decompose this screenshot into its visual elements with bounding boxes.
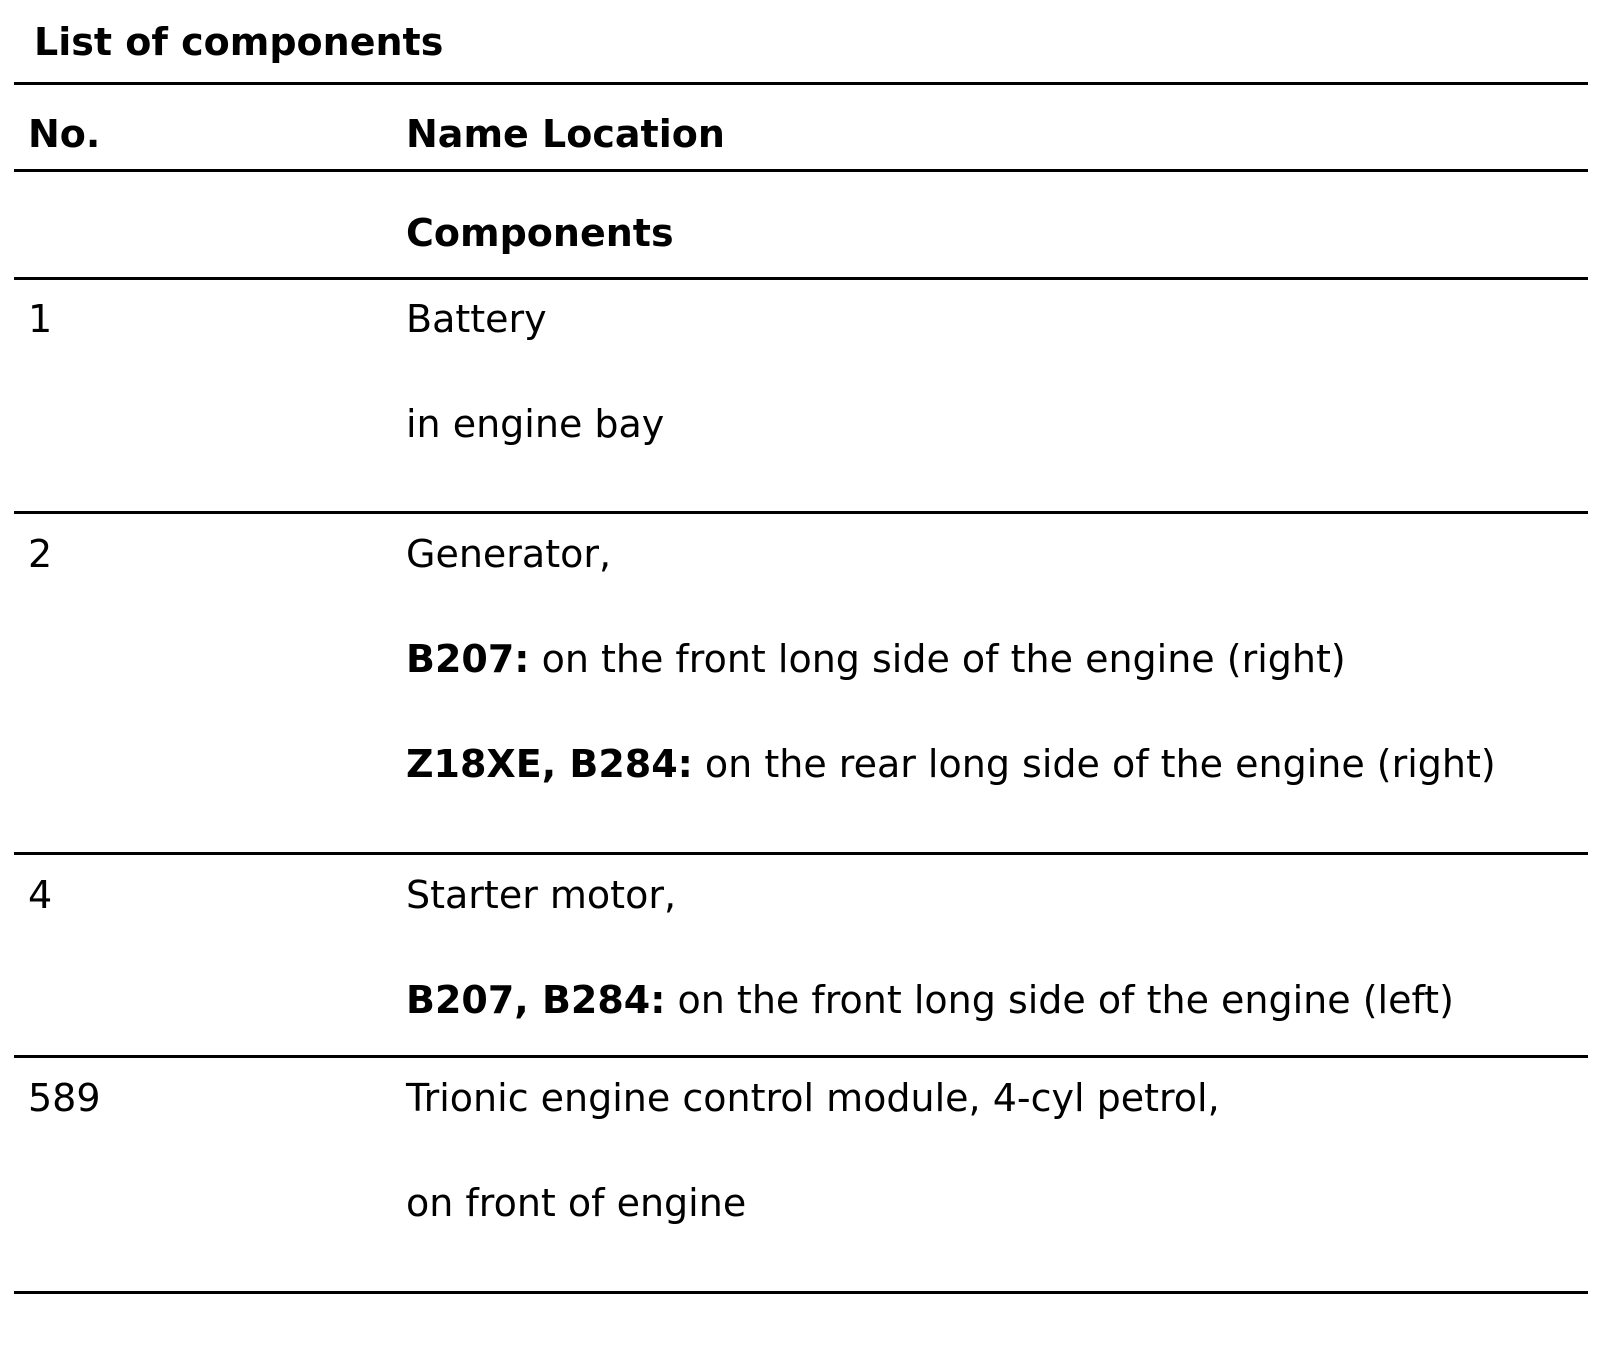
component-name: Trionic engine control module, 4-cyl petrol, (406, 1076, 1220, 1120)
engine-variant-label: B207: (406, 637, 530, 681)
row-number: 589 (28, 1076, 101, 1120)
row-divider (14, 852, 1588, 855)
row-number: 2 (28, 532, 53, 576)
component-location (406, 634, 1346, 684)
row-number: 1 (28, 297, 53, 341)
section-heading-components: Components (406, 211, 674, 255)
header-rule (14, 169, 1588, 172)
component-location (406, 739, 1496, 789)
column-header-no: No. (28, 112, 101, 156)
component-location (406, 975, 1454, 1025)
component-name: Battery (406, 297, 547, 341)
column-header-name-location: Name Location (406, 112, 725, 156)
location-text: on the front long side of the engine (left) (665, 978, 1454, 1022)
component-name: Generator, (406, 532, 612, 576)
row-divider (14, 277, 1588, 280)
location-text: on the rear long side of the engine (right) (692, 742, 1496, 786)
component-name: Starter motor, (406, 873, 677, 917)
row-number: 4 (28, 873, 53, 917)
page-title: List of components (34, 20, 444, 64)
engine-variant-label: Z18XE, B284: (406, 742, 693, 786)
location-text: on the front long side of the engine (right) (529, 637, 1346, 681)
component-location: on front of engine (406, 1181, 747, 1225)
row-divider (14, 511, 1588, 514)
table-bottom-rule (14, 1291, 1588, 1294)
table-top-rule (14, 82, 1588, 85)
component-location: in engine bay (406, 402, 665, 446)
engine-variant-label: B207, B284: (406, 978, 666, 1022)
row-divider (14, 1055, 1588, 1058)
